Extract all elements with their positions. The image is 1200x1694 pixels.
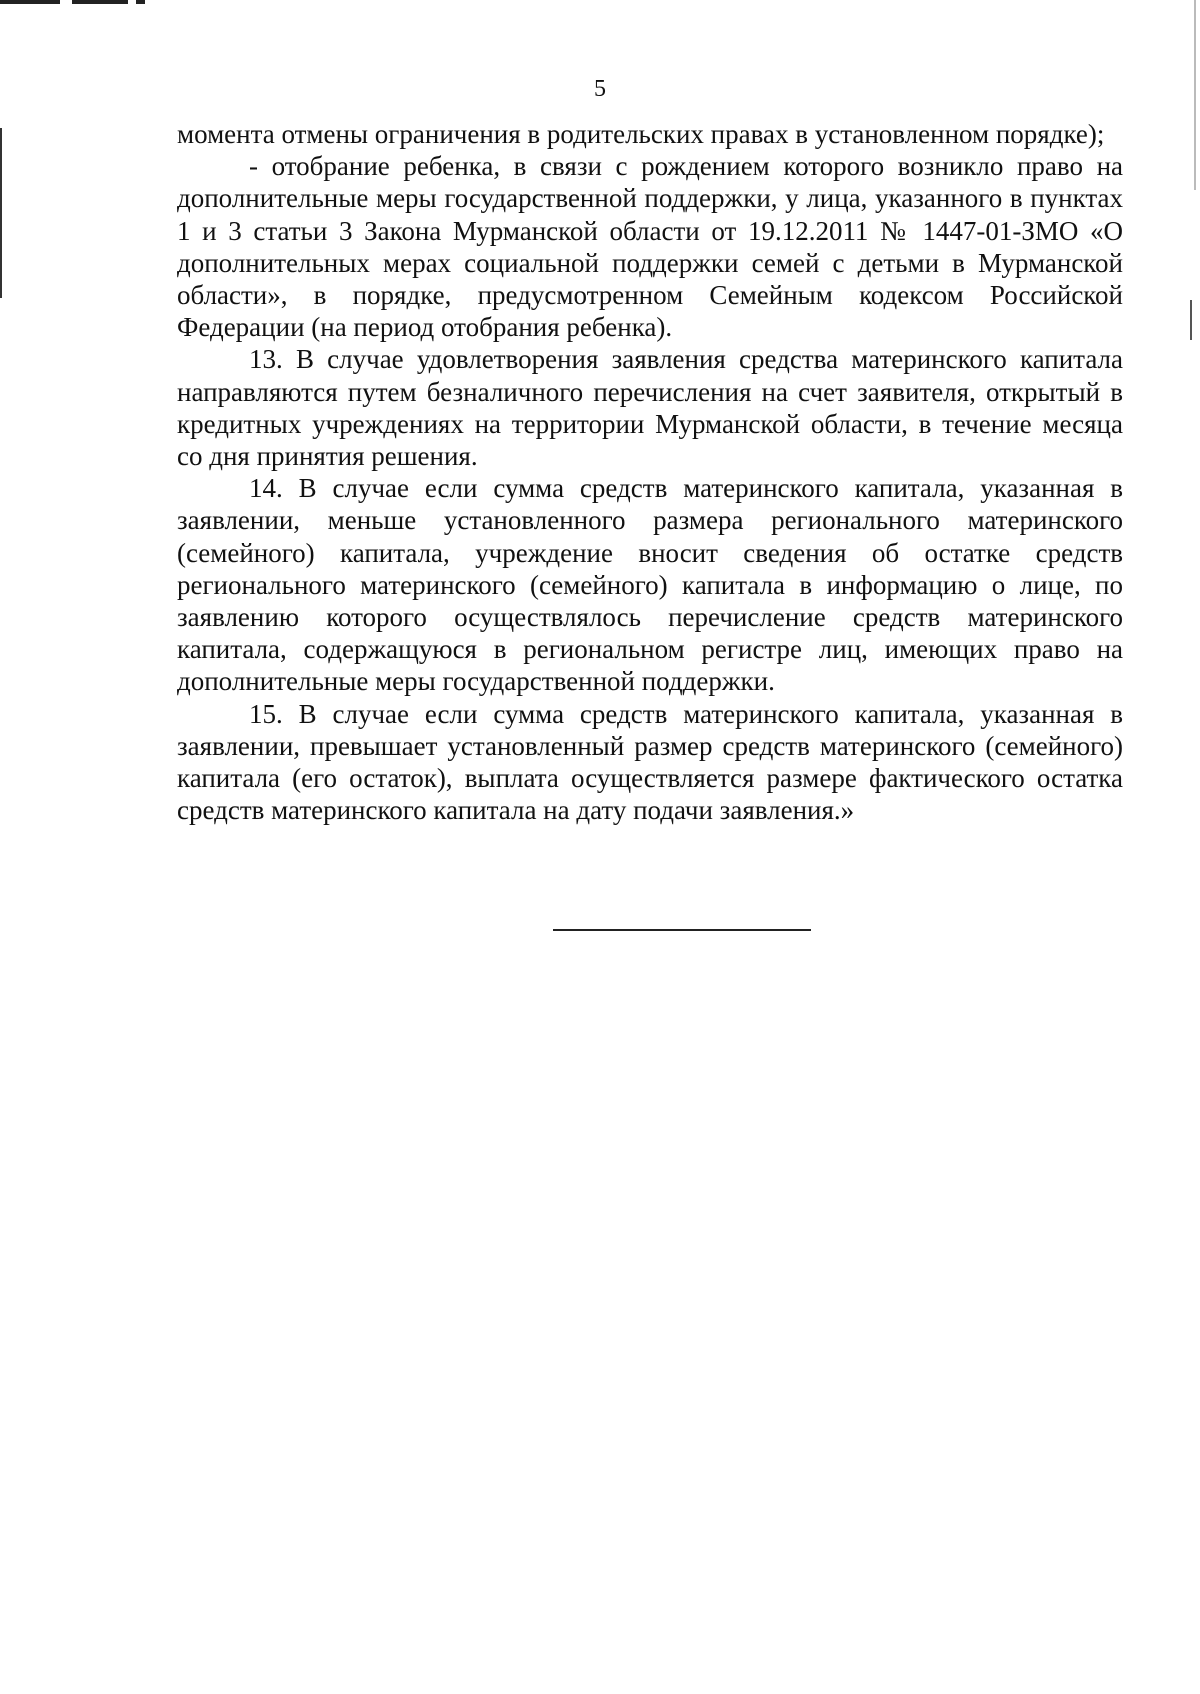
paragraph-list-item: - отобрание ребенка, в связи с рождением которого возникло право на дополнительные меры государственной поддержки, у лица, указанного в пунктах 1 и 3 статьи 3 Закона Мурманской области от 19.12.2011 № 1447-01-ЗМО «О дополнительных мерах социальной поддержки семей с детьми в Мурманской области», в порядке, предусмотренном Семейным кодексом Российской Федерации (на период отобрания ребенка). bbox=[177, 151, 1123, 343]
scan-artifact-top bbox=[0, 0, 145, 4]
scan-artifact-right bbox=[1190, 300, 1192, 340]
scan-artifact-left bbox=[0, 128, 2, 298]
end-divider bbox=[553, 929, 811, 931]
paragraph-clause-14: 14. В случае если сумма средств материнского капитала, указанная в заявлении, меньше установленного размера регионального материнского (семейного) капитала, учреждение вносит сведения об остатке средств регионального материнского (семейного) капитала в информацию о лице, по заявлению которого осуществлялось перечисление средств материнского капитала, содержащуюся в региональном регистре лиц, имеющих право на дополнительные меры государственной поддержки. bbox=[177, 473, 1123, 697]
document-body bbox=[177, 118, 1123, 826]
page-number: 5 bbox=[594, 76, 606, 102]
paragraph-continuation: момента отмены ограничения в родительских правах в установленном порядке); bbox=[177, 119, 1105, 149]
paragraph-clause-15: 15. В случае если сумма средств материнского капитала, указанная в заявлении, превышает установленный размер средств материнского (семейного) капитала (его остаток), выплата осуществляется размере фактического остатка средств материнского капитала на дату подачи заявления.» bbox=[177, 698, 1123, 826]
paragraph-clause-13: 13. В случае удовлетворения заявления средства материнского капитала направляются путем безналичного перечисления на счет заявителя, открытый в кредитных учреждениях на территории Мурманской области, в течение месяца со дня принятия решения. bbox=[177, 344, 1123, 472]
